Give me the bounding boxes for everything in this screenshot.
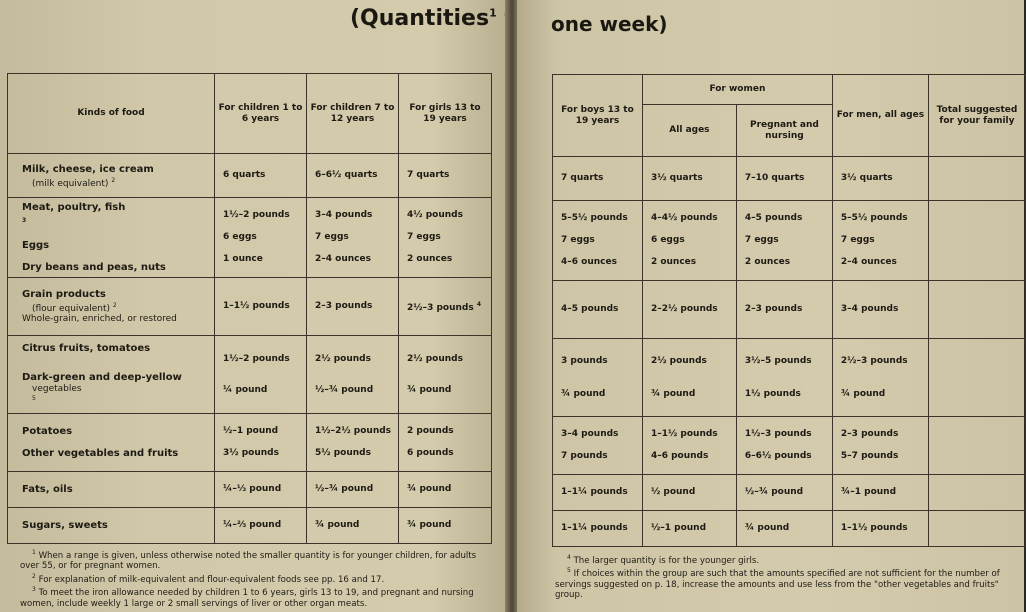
footnotes-left [20,548,490,609]
value-cell: ¾ pound [736,511,832,547]
table-row-fruit-veg [553,339,1026,417]
value-cell: 1½–3 pounds 6–6½ pounds [736,417,832,475]
value-cell: ½–1 pound [642,511,736,547]
left-page [0,0,507,612]
right-page [517,0,1024,612]
food-quantities-table-right [552,74,1026,547]
total-input-cell[interactable] [928,475,1025,511]
value-cell: 1–1¼ pounds [553,475,643,511]
value-cell: 7 quarts [399,154,492,198]
food-name-fats: Fats, oils [8,472,215,508]
value-cell: 1½–2 pounds 6 eggs 1 ounce [215,198,307,278]
header-boys-13-19: For boys 13 to 19 years [553,75,643,157]
table-header-row [8,74,492,154]
table-row-protein [8,198,492,278]
header-women-pregnant: Pregnant and nursing [736,105,832,157]
value-cell: ¼–⅓ pound [215,472,307,508]
header-men: For men, all ages [832,75,928,157]
value-cell: 2½–3 pounds ¾ pound [832,339,928,417]
header-total-family: Total suggested for your family [928,75,1025,157]
footnotes-right [555,553,1017,601]
value-cell: ¾ pound [399,472,492,508]
value-cell: 2½ pounds ¾ pound [399,336,492,414]
table-row-grain [553,281,1026,339]
header-women-all-ages: All ages [642,105,736,157]
total-input-cell[interactable] [928,417,1025,475]
value-cell: 2½–3 pounds $^4$ [399,278,492,336]
table-row-milk [553,157,1026,201]
value-cell: 1½–2½ pounds 5½ pounds [307,414,399,472]
table-row-potatoes-other [8,414,492,472]
value-cell: 1½–2 pounds ¼ pound [215,336,307,414]
value-cell: 2–3 pounds [307,278,399,336]
value-cell: 4–5 pounds 7 eggs 2 ounces [736,201,832,281]
value-cell: 5–5½ pounds 7 eggs 4–6 ounces [553,201,643,281]
value-cell: 2½ pounds ¾ pound [642,339,736,417]
value-cell: ½–¾ pound [736,475,832,511]
value-cell: ¼–⅔ pound [215,508,307,544]
header-children-1-6: For children 1 to 6 years [215,74,307,154]
value-cell: ½ pound [642,475,736,511]
value-cell: 3–4 pounds [832,281,928,339]
food-name-potatoes-group: Potatoes Other vegetables and fruits [8,414,215,472]
table-row-fats [553,475,1026,511]
footnote-2: $^2$ For explanation of milk-equivalent and flour-equivalent foods see pp. 16 and 17. [32,572,385,585]
total-input-cell[interactable] [928,157,1025,201]
value-cell: 5–5½ pounds 7 eggs 2–4 ounces [832,201,928,281]
footnote-3: $^3$ To meet the iron allowance needed by children 1 to 6 years, girls 13 to 19, and pregnant and nursing women, include weekly 1 large or 2 small servings of liver or other organ meats. [20,586,474,609]
value-cell: 2 pounds 6 pounds [399,414,492,472]
value-cell: 3½ quarts [642,157,736,201]
food-name-milk: Milk, cheese, ice cream (milk equivalent) $^2$ [8,154,215,198]
total-input-cell[interactable] [928,511,1025,547]
table-row-grain [8,278,492,336]
page-title-left: (Quantities$^1$ [350,6,497,31]
value-cell: 2–2½ pounds [642,281,736,339]
value-cell: 2–3 pounds [736,281,832,339]
value-cell: 4½ pounds 7 eggs 2 ounces [399,198,492,278]
header-children-7-12: For children 7 to 12 years [307,74,399,154]
header-girls-13-19: For girls 13 to 19 years [399,74,492,154]
table-header-row [553,75,1026,105]
table-row-fruit-veg [8,336,492,414]
value-cell: ¾ pound [307,508,399,544]
table-row-fats [8,472,492,508]
table-row-sugars [8,508,492,544]
table-row-milk [8,154,492,198]
value-cell: 1–1½ pounds [215,278,307,336]
value-cell: 2–3 pounds 5–7 pounds [832,417,928,475]
table-row-potatoes-other [553,417,1026,475]
value-cell: 2½ pounds ½–¾ pound [307,336,399,414]
header-kinds-of-food: Kinds of food [8,74,215,154]
value-cell: 4–5 pounds [553,281,643,339]
table-row-sugars [553,511,1026,547]
value-cell: ½–¾ pound [307,472,399,508]
food-name-sugars: Sugars, sweets [8,508,215,544]
value-cell: ½–1 pound 3½ pounds [215,414,307,472]
value-cell: 6–6½ quarts [307,154,399,198]
value-cell: 6 quarts [215,154,307,198]
value-cell: 1–1½ pounds 4–6 pounds [642,417,736,475]
food-quantities-table-left [7,73,492,544]
header-women: For women [642,75,832,105]
value-cell: 3–4 pounds 7 eggs 2–4 ounces [307,198,399,278]
value-cell: 7–10 quarts [736,157,832,201]
footnote-1: $^1$ When a range is given, unless otherwise noted the smaller quantity is for younger children, for adults over 55, or for pregnant women. [20,549,477,572]
food-name-grain: Grain products (flour equivalent) $^2$ Whole-grain, enriched, or restored [8,278,215,336]
page-title-right: one week) [551,12,668,36]
footnote-5: $^5$ If choices within the group are such that the amounts specified are not sufficient for the number of servings suggested on p. 18, increase the amounts and use less from the "other vegetables and fruits" group. [555,567,1000,601]
value-cell: 7 quarts [553,157,643,201]
footnote-4: $^4$ The larger quantity is for the younger girls. [567,554,760,566]
food-name-fruit-veg-group: Citrus fruits, tomatoes Dark-green and deep-yellow vegetables $^5$ [8,336,215,414]
value-cell: 4–4½ pounds 6 eggs 2 ounces [642,201,736,281]
value-cell: 3–4 pounds 7 pounds [553,417,643,475]
total-input-cell[interactable] [928,339,1025,417]
value-cell: ¾–1 pound [832,475,928,511]
value-cell: 3½–5 pounds 1½ pounds [736,339,832,417]
table-row-protein [553,201,1026,281]
value-cell: 1–1½ pounds [832,511,928,547]
food-name-protein-group: Meat, poultry, fish $^3$ Eggs Dry beans and peas, nuts [8,198,215,278]
total-input-cell[interactable] [928,201,1025,281]
value-cell: 1–1¼ pounds [553,511,643,547]
value-cell: 3 pounds ¾ pound [553,339,643,417]
value-cell: 3½ quarts [832,157,928,201]
total-input-cell[interactable] [928,281,1025,339]
value-cell: ¾ pound [399,508,492,544]
